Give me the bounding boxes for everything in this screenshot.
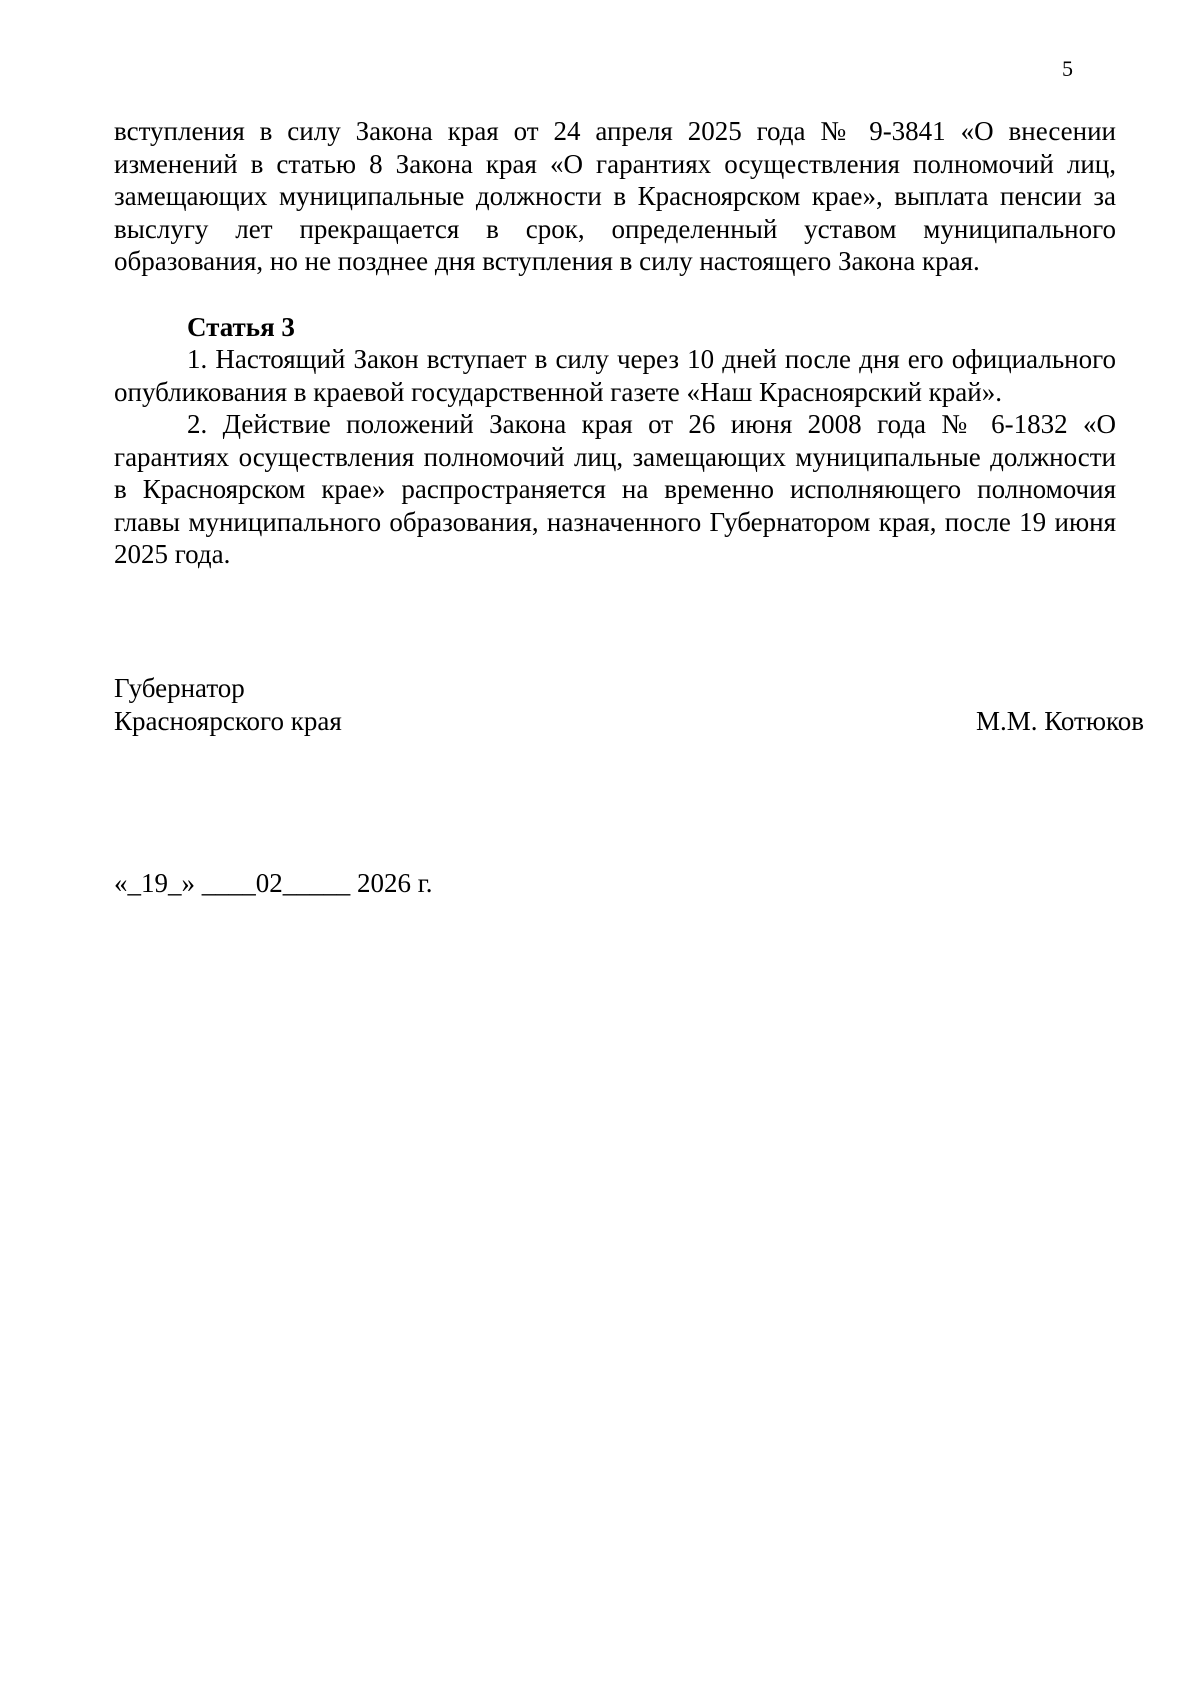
document-body xyxy=(114,115,1116,571)
signature-block xyxy=(114,672,1144,737)
signing-date: «_19_» ____02_____ 2026 г. xyxy=(114,868,433,898)
signature-row xyxy=(114,705,1144,738)
article-paragraph-1: 1. Настоящий Закон вступает в силу через 10 дней после дня его официального опубликования в краевой государственной газете «Наш Красноярский край». xyxy=(114,344,1116,407)
signatory-title-line-2: Красноярского края xyxy=(114,705,342,736)
article-heading: Статья 3 xyxy=(187,311,295,342)
page-number: 5 xyxy=(1062,56,1073,81)
article-paragraph-2: 2. Действие положений Закона края от 26 июня 2008 года № 6-1832 «О гарантиях осуществления полномочий лиц, замещающих муниципальные должности в Красноярском крае» распространяется на временно исполняющего полномочия главы муниципального образования, назначенного Губернатором края, после 19 июня 2025 года. xyxy=(114,409,1116,569)
signatory-title-line-1: Губернатор xyxy=(114,673,245,703)
signatory-name: М.М. Котюков xyxy=(975,705,1144,736)
intro-paragraph: вступления в силу Закона края от 24 апреля 2025 года № 9-3841 «О внесении изменений в статью 8 Закона края «О гарантиях осуществления полномочий лиц, замещающих муниципальные должности в Красноярском крае», выплата пенсии за выслугу лет прекращается в срок, определенный уставом муниципального образования, но не позднее дня вступления в силу настоящего Закона края. xyxy=(114,116,1116,276)
